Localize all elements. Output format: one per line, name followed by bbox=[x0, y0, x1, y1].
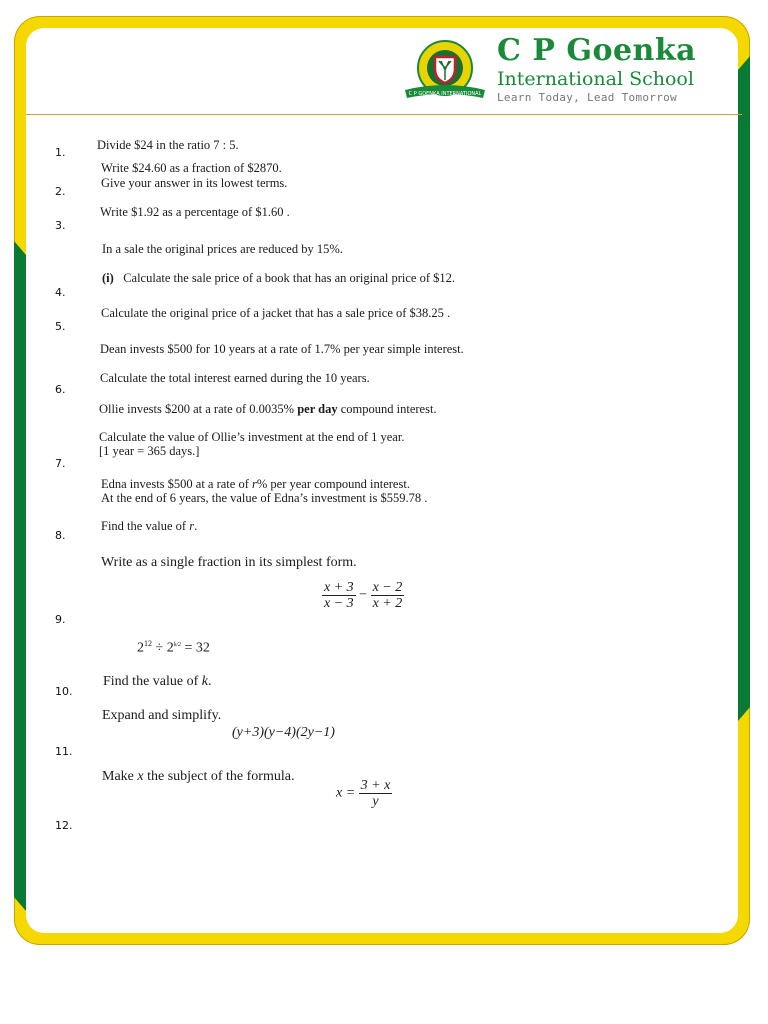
question-text: Divide $24 in the ratio 7 : 5. bbox=[97, 138, 239, 152]
question-text: At the end of 6 years, the value of Edna’s investment is $559.78 . bbox=[101, 491, 428, 505]
question-text: Calculate the total interest earned during the 10 years. bbox=[100, 371, 370, 385]
question-number: 5. bbox=[55, 320, 66, 333]
fraction: $\frac{x - 2}{x + 2}$ bbox=[372, 580, 403, 611]
fraction: $\frac{x + 3}{x - 3}$ bbox=[324, 580, 354, 611]
question-number: 8. bbox=[55, 529, 66, 542]
question-number: 10. bbox=[55, 685, 73, 698]
question-text: Write $24.60 as a fraction of $2870. bbox=[101, 161, 282, 175]
variable: r bbox=[189, 519, 195, 533]
school-branding bbox=[497, 34, 696, 104]
text-segment: Edna invests $500 at a rate of bbox=[101, 477, 252, 491]
question-number: 4. bbox=[55, 286, 66, 299]
text-segment: % per year compound interest. bbox=[256, 477, 410, 491]
question-text: Expand and simplify. bbox=[102, 708, 222, 723]
question-number: 6. bbox=[55, 383, 66, 396]
variable: x bbox=[137, 769, 144, 784]
text-segment: Ollie invests $200 at a rate of 0.0035% bbox=[99, 402, 298, 416]
text-segment: Find the value of bbox=[101, 519, 190, 533]
fraction: $\frac{3 + x}{y}$ bbox=[360, 778, 391, 809]
question-number: 12. bbox=[55, 819, 73, 832]
question-text bbox=[101, 519, 197, 534]
question-text: In a sale the original prices are reduced by 15%. bbox=[102, 242, 343, 256]
border-green-stripe-left bbox=[14, 241, 26, 911]
math-expression: (y+3)(y−4)(2y−1) bbox=[232, 725, 335, 740]
school-name: C P Goenka bbox=[497, 33, 697, 68]
question-text: Dean invests $500 for 10 years at a rate of 1.7% per year simple interest. bbox=[100, 342, 464, 356]
question-text: Write as a single fraction in its simplest form. bbox=[101, 555, 357, 570]
math-expression: x = $\frac{3 + x}{y}$ bbox=[336, 778, 391, 809]
text-segment: compound interest. bbox=[337, 402, 437, 416]
question-text: Calculate the value of Ollie’s investment at the end of 1 year. bbox=[99, 430, 405, 444]
question-text bbox=[102, 769, 294, 784]
question-number: 3. bbox=[55, 219, 66, 232]
school-emblem-icon bbox=[403, 40, 487, 102]
math-expression: $2^{12} \div 2^{k/2} = 32$ bbox=[137, 639, 210, 656]
variable: k bbox=[201, 674, 208, 689]
question-text: Write $1.92 as a percentage of $1.60 . bbox=[100, 205, 290, 219]
svg-text:C P GOENKA INTERNATIONAL: C P GOENKA INTERNATIONAL bbox=[408, 91, 482, 97]
border-green-stripe-right bbox=[738, 56, 750, 721]
question-text: Give your answer in its lowest terms. bbox=[101, 176, 288, 190]
math-expression: $\frac{x + 3}{x - 3}$ − $\frac{x - 2}{x + 2}$ bbox=[324, 580, 403, 611]
emphasis-text: per day bbox=[297, 402, 338, 416]
school-tagline: Learn Today, Lead Tomorrow bbox=[497, 91, 677, 104]
question-text: Calculate the original price of a jacket that has a sale price of $38.25 . bbox=[101, 306, 451, 320]
header-rule bbox=[26, 114, 742, 115]
question-text bbox=[101, 477, 410, 492]
question-part bbox=[102, 271, 455, 286]
question-number: 1. bbox=[55, 146, 66, 159]
school-subtitle: International School bbox=[497, 68, 694, 90]
text-segment: the subject of the formula. bbox=[143, 769, 295, 784]
part-text: Calculate the sale price of a book that has an original price of $12. bbox=[123, 271, 456, 285]
question-text bbox=[99, 402, 437, 417]
text-segment: . bbox=[194, 519, 198, 533]
question-number: 11. bbox=[55, 745, 73, 758]
question-number: 9. bbox=[55, 613, 66, 626]
question-text: [1 year = 365 days.] bbox=[99, 444, 200, 458]
text-segment: Find the value of bbox=[103, 674, 202, 689]
question-number: 2. bbox=[55, 185, 66, 198]
text-segment: . bbox=[207, 674, 212, 689]
question-text bbox=[103, 674, 211, 689]
variable: r bbox=[252, 477, 257, 491]
question-number: 7. bbox=[55, 457, 66, 470]
part-label: (i) bbox=[102, 271, 114, 285]
text-segment: Make bbox=[102, 769, 138, 784]
